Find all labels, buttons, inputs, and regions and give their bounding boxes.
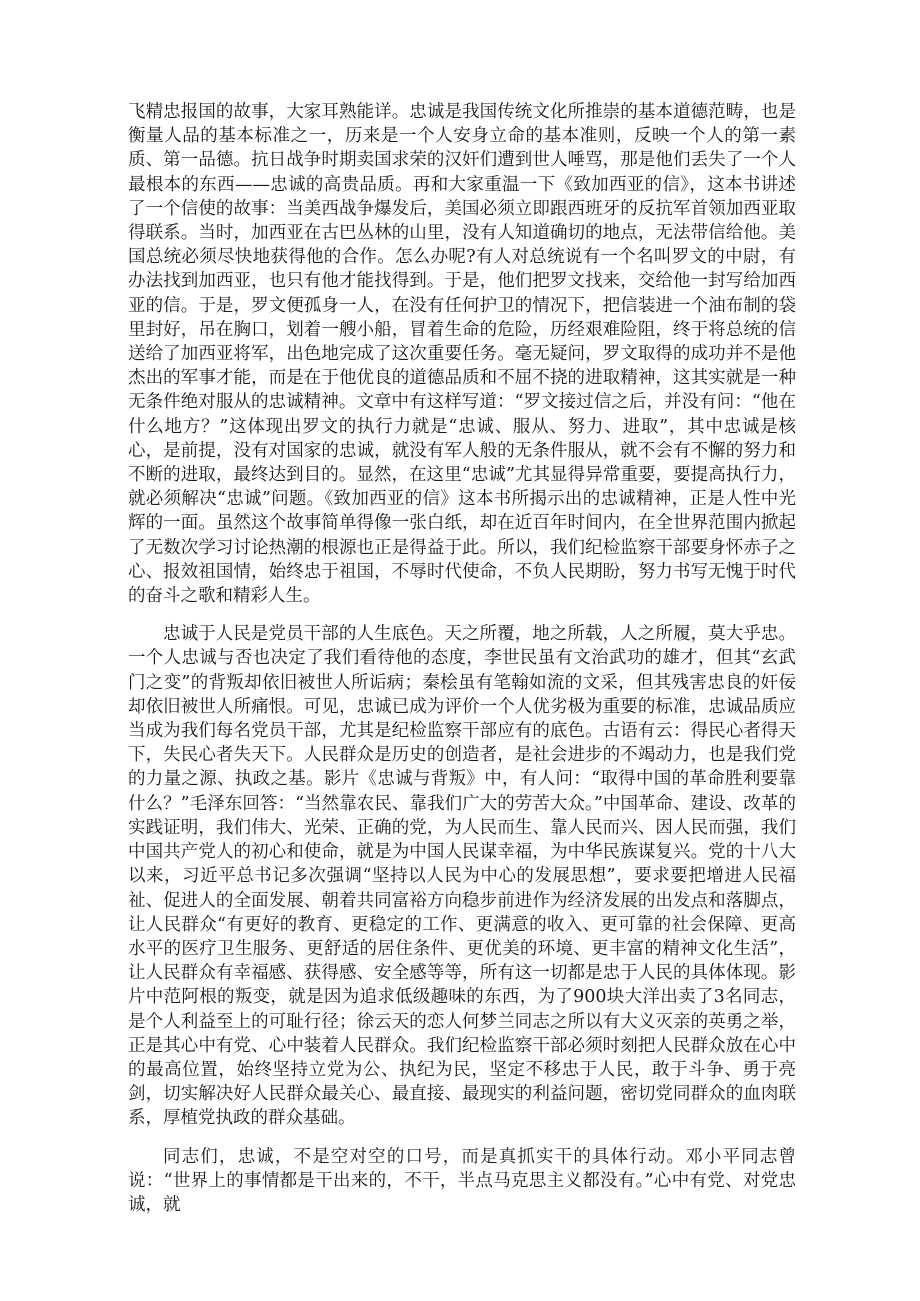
document-body [128,100,796,1217]
paragraph-loyalty-to-people: 忠诚于人民是党员干部的人生底色。天之所覆，地之所载，人之所履，莫大乎忠。一个人忠诚与否也决定了我们看待他的态度，李世民虽有文治武功的雄才，但其“玄武门之变”的背叛却依旧被世人所诟病；秦桧虽有笔翰如流的文采，但其残害忠良的奸佞却依旧被世人所痛恨。可见，忠诚已成为评价一个人优劣极为重要的标准，忠诚品质应当成为我们每名党员干部，尤其是纪检监察干部应有的底色。古语有云：得民心者得天下，失民心者失天下。人民群众是历史的创造者，是社会进步的不竭动力，也是我们党的力量之源、执政之基。影片《忠诚与背叛》中，有人问：“取得中国的革命胜利要靠什么？”毛泽东回答：“当然靠农民、靠我们广大的劳苦大众。”中国革命、建设、改革的实践证明，我们伟大、光荣、正确的党，为人民而生、靠人民而兴、因人民而强，我们中国共产党人的初心和使命，就是为中国人民谋幸福，为中华民族谋复兴。党的十八大以来，习近平总书记多次强调“坚持以人民为中心的发展思想”，要求要把增进人民福祉、促进人的全面发展、朝着共同富裕方向稳步前进作为经济发展的出发点和落脚点，让人民群众“有更好的教育、更稳定的工作、更满意的收入、更可靠的社会保障、更高水平的医疗卫生服务、更舒适的居住条件、更优美的环境、更丰富的精神文化生活”，让人民群众有幸福感、获得感、安全感等等，所有这一切都是忠于人民的具体体现。影片中范阿根的叛变，就是因为追求低级趣味的东西，为了900块大洋出卖了3名同志，是个人利益至上的可耻行径；徐云天的恋人何梦兰同志之所以有大义灭亲的英勇之举，正是其心中有党、心中装着人民群众。我们纪检监察干部必须时刻把人民群众放在心中的最高位置，始终坚持立党为公、执纪为民，坚定不移忠于人民，敢于斗争、勇于亮剑，切实解决好人民群众最关心、最直接、最现实的利益问题，密切党同群众的血肉联系，厚植党执政的群众基础。 [128,624,796,1129]
paragraph-story-of-rowan: 飞精忠报国的故事，大家耳熟能详。忠诚是我国传统文化所推崇的基本道德范畴，也是衡量人品的基本标准之一，历来是一个人安身立命的基本准则，反映一个人的第一素质、第一品德。抗日战争时期卖国求荣的汉奸们遭到世人唾骂，那是他们丢失了一个人最根本的东西——忠诚的高贵品质。再和大家重温一下《致加西亚的信》，这本书讲述了一个信使的故事：当美西战争爆发后，美国必须立即跟西班牙的反抗军首领加西亚取得联系。当时，加西亚在古巴丛林的山里，没有人知道确切的地点，无法带信给他。美国总统必须尽快地获得他的合作。怎么办呢?有人对总统说有一个名叫罗文的中尉，有办法找到加西亚，也只有他才能找得到。于是，他们把罗文找来，交给他一封写给加西亚的信。于是，罗文便孤身一人，在没有任何护卫的情况下，把信装进一个油布制的袋里封好，吊在胸口，划着一艘小船，冒着生命的危险，历经艰难险阻，终于将总统的信送给了加西亚将军，出色地完成了这次重要任务。毫无疑问，罗文取得的成功并不是他杰出的军事才能，而是在于他优良的道德品质和不屈不挠的进取精神，这其实就是一种无条件绝对服从的忠诚精神。文章中有这样写道：“罗文接过信之后，并没有问：“他在什么地方？”这体现出罗文的执行力就是“忠诚、服从、努力、进取”，其中忠诚是核心，是前提，没有对国家的忠诚，就没有军人般的无条件服从，就不会有不懈的努力和不断的进取，最终达到目的。显然，在这里“忠诚”尤其显得异常重要，要提高执行力，就必须解决“忠诚”问题。《致加西亚的信》这本书所揭示出的忠诚精神，正是人性中光辉的一面。虽然这个故事简单得像一张白纸，却在近百年时间内，在全世界范围内掀起了无数次学习讨论热潮的根源也正是得益于此。所以，我们纪检监察干部要身怀赤子之心、报效祖国情，始终忠于祖国，不辱时代使命，不负人民期盼，努力书写无愧于时代的奋斗之歌和精彩人生。 [128,102,796,607]
paragraph-action-not-slogan: 同志们，忠诚，不是空对空的口号，而是真抓实干的具体行动。邓小平同志曾说：“世界上的事情都是干出来的，不干，半点马克思主义都没有。”心中有党、对党忠诚，就 [128,1146,796,1215]
